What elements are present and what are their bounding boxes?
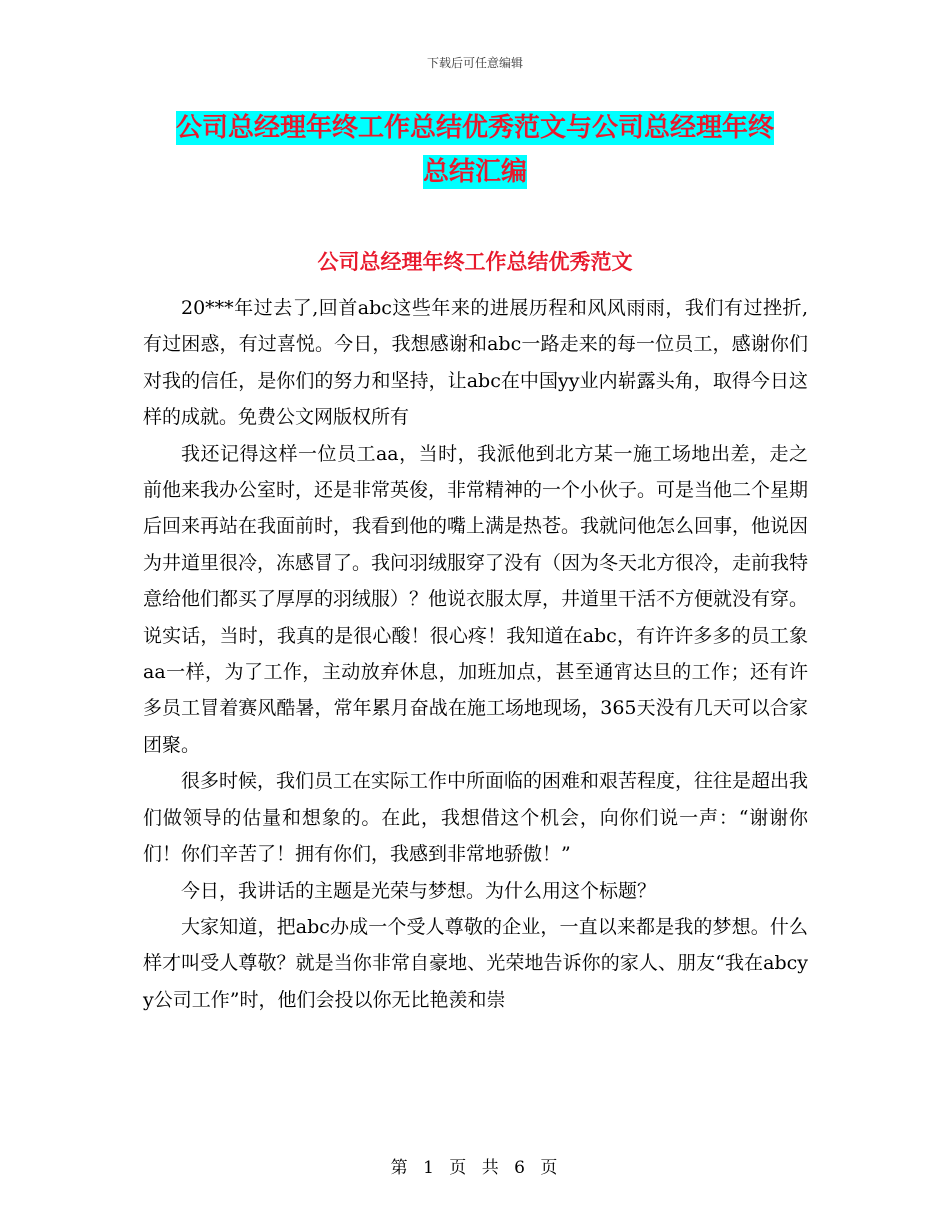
document-title-line-2: 总结汇编 bbox=[422, 157, 527, 187]
paragraph: 很多时候，我们员工在实际工作中所面临的困难和艰苦程度，往往是超出我们做领导的估量和想象的。在此，我想借这个机会，向你们说一声：“谢谢你们！你们辛苦了！拥有你们，我感到非常地骄傲！” bbox=[143, 770, 809, 866]
paragraph: 20***年过去了,回首abc这些年来的进展历程和风风雨雨，我们有过挫折,有过困惑，有过喜悦。今日，我想感谢和abc一路走来的每一位员工，感谢你们对我的信任，是你们的努力和坚持，让abc在中国yy业内崭露头角，取得今日这样的成就。免费公文网版权所有 bbox=[143, 297, 808, 429]
document-title bbox=[140, 106, 810, 194]
header-note: 下载后可任意编辑 bbox=[426, 56, 523, 70]
section-title: 公司总经理年终工作总结优秀范文 bbox=[317, 250, 633, 274]
document-title-line-1: 公司总经理年终工作总结优秀范文与公司总经理年终 bbox=[175, 113, 774, 143]
body-text bbox=[143, 290, 808, 1018]
paragraph: 大家知道，把abc办成一个受人尊敬的企业，一直以来都是我的梦想。什么样才叫受人尊敬？就是当你非常自豪地、光荣地告诉你的家人、朋友“我在abcyy公司工作”时，他们会投以你无比艳羡和崇 bbox=[143, 915, 808, 1011]
page-footer: 第 1 页 共 6 页 bbox=[390, 1158, 560, 1178]
paragraph: 我还记得这样一位员工aa，当时，我派他到北方某一施工场地出差，走之前他来我办公室时，还是非常英俊，非常精神的一个小伙子。可是当他二个星期后回来再站在我面前时，我看到他的嘴上满是热苍。我就问他怎么回事，他说因为井道里很冷，冻感冒了。我问羽绒服穿了没有（因为冬天北方很冷，走前我特意给他们都买了厚厚的羽绒服）？他说衣服太厚，井道里干活不方便就没有穿。说实话，当时，我真的是很心酸！很心疼！我知道在abc，有许许多多的员工象aa一样，为了工作，主动放弃休息，加班加点，甚至通宵达旦的工作；还有许多员工冒着赛风酷暑，常年累月奋战在施工场地现场，365天没有几天可以合家团聚。 bbox=[143, 442, 809, 756]
paragraph: 今日，我讲话的主题是光荣与梦想。为什么用这个标题？ bbox=[181, 879, 657, 902]
